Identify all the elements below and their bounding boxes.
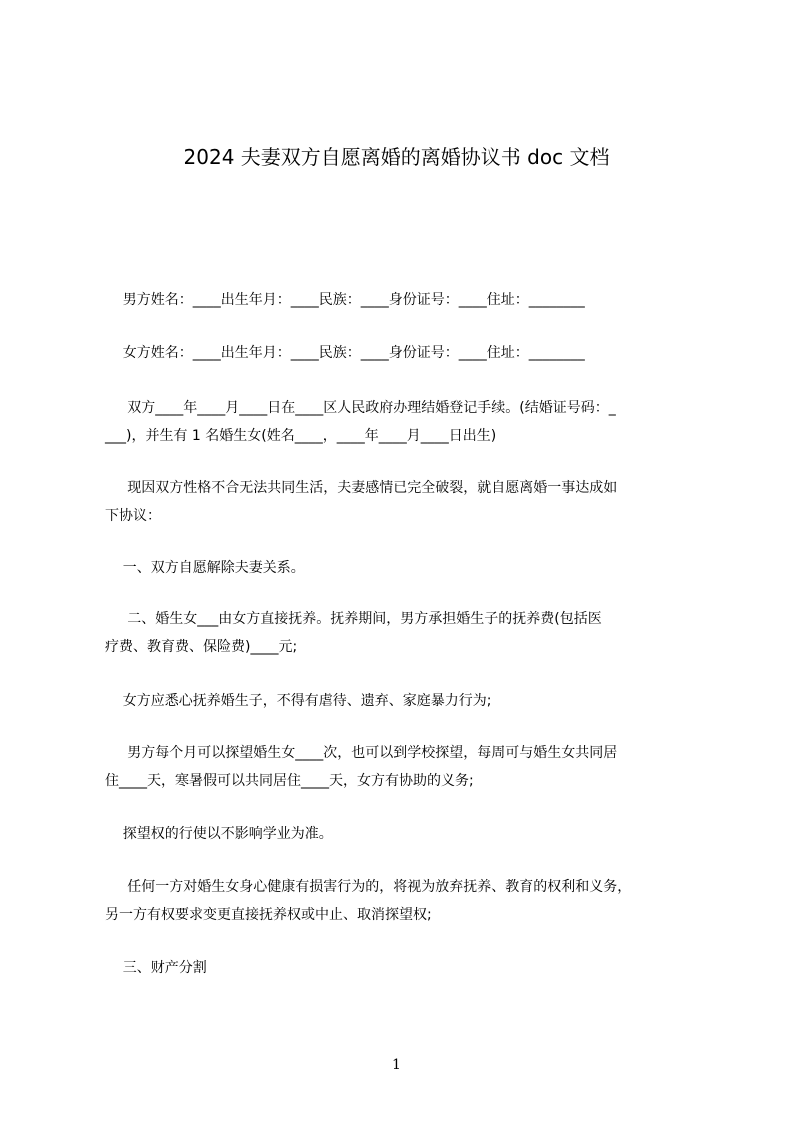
visitation-terms (105, 739, 705, 795)
paragraph-line: 女方应悉心抚养婚生子，不得有虐待、遗弃、家庭暴力行为; (105, 693, 492, 709)
paragraph-line: 另一方有权要求变更直接抚养权或中止、取消探望权; (105, 907, 432, 923)
paragraph-line: 二、婚生女___由女方直接抚养。抚养期间，男方承担婚生子的抚养费(包括医 (105, 611, 602, 627)
paragraph-line: 任何一方对婚生女身心健康有损害行为的，将视为放弃抚养、教育的权利和义务， (105, 879, 632, 895)
paragraph-line: 住____天，寒暑假可以共同居住____天，女方有协助的义务; (105, 773, 474, 789)
reason-for-divorce (105, 474, 705, 530)
document-title: 2024 夫妻双方自愿离婚的离婚协议书 doc 文档 (183, 145, 610, 169)
paragraph-line: 疗费、教育费、保险费)____元; (105, 639, 298, 655)
clause-one (105, 554, 705, 582)
male-party-info (105, 286, 705, 314)
paragraph-line: 男方每个月可以探望婚生女____次，也可以到学校探望，每周可与婚生女共同居 (105, 745, 618, 761)
visitation-limit (105, 820, 705, 848)
paragraph-line: 女方姓名：____出生年月：____民族：____身份证号：____住址：________ (105, 345, 585, 361)
marriage-registration (105, 394, 705, 450)
paragraph-line: 下协议： (105, 508, 161, 524)
clause-two (105, 605, 705, 661)
paragraph-line: 探望权的行使以不影响学业为准。 (105, 826, 333, 842)
harm-clause (105, 873, 705, 929)
paragraph-line: 三、财产分割 (105, 960, 207, 976)
paragraph-line: 双方____年____月____日在____区人民政府办理结婚登记手续。(结婚证号码：_ (105, 400, 616, 416)
care-obligation (105, 687, 705, 715)
clause-three (105, 954, 705, 982)
paragraph-line: 一、双方自愿解除夫妻关系。 (105, 560, 305, 576)
female-party-info (105, 339, 705, 367)
page-number: 1 (392, 1057, 401, 1073)
paragraph-line: 男方姓名：____出生年月：____民族：____身份证号：____住址：________ (105, 292, 585, 308)
paragraph-line: ___)，并生有 1 名婚生女(姓名____，____年____月____日出生) (105, 428, 497, 444)
paragraph-line: 现因双方性格不合无法共同生活，夫妻感情已完全破裂，就自愿离婚一事达成如 (105, 480, 618, 496)
